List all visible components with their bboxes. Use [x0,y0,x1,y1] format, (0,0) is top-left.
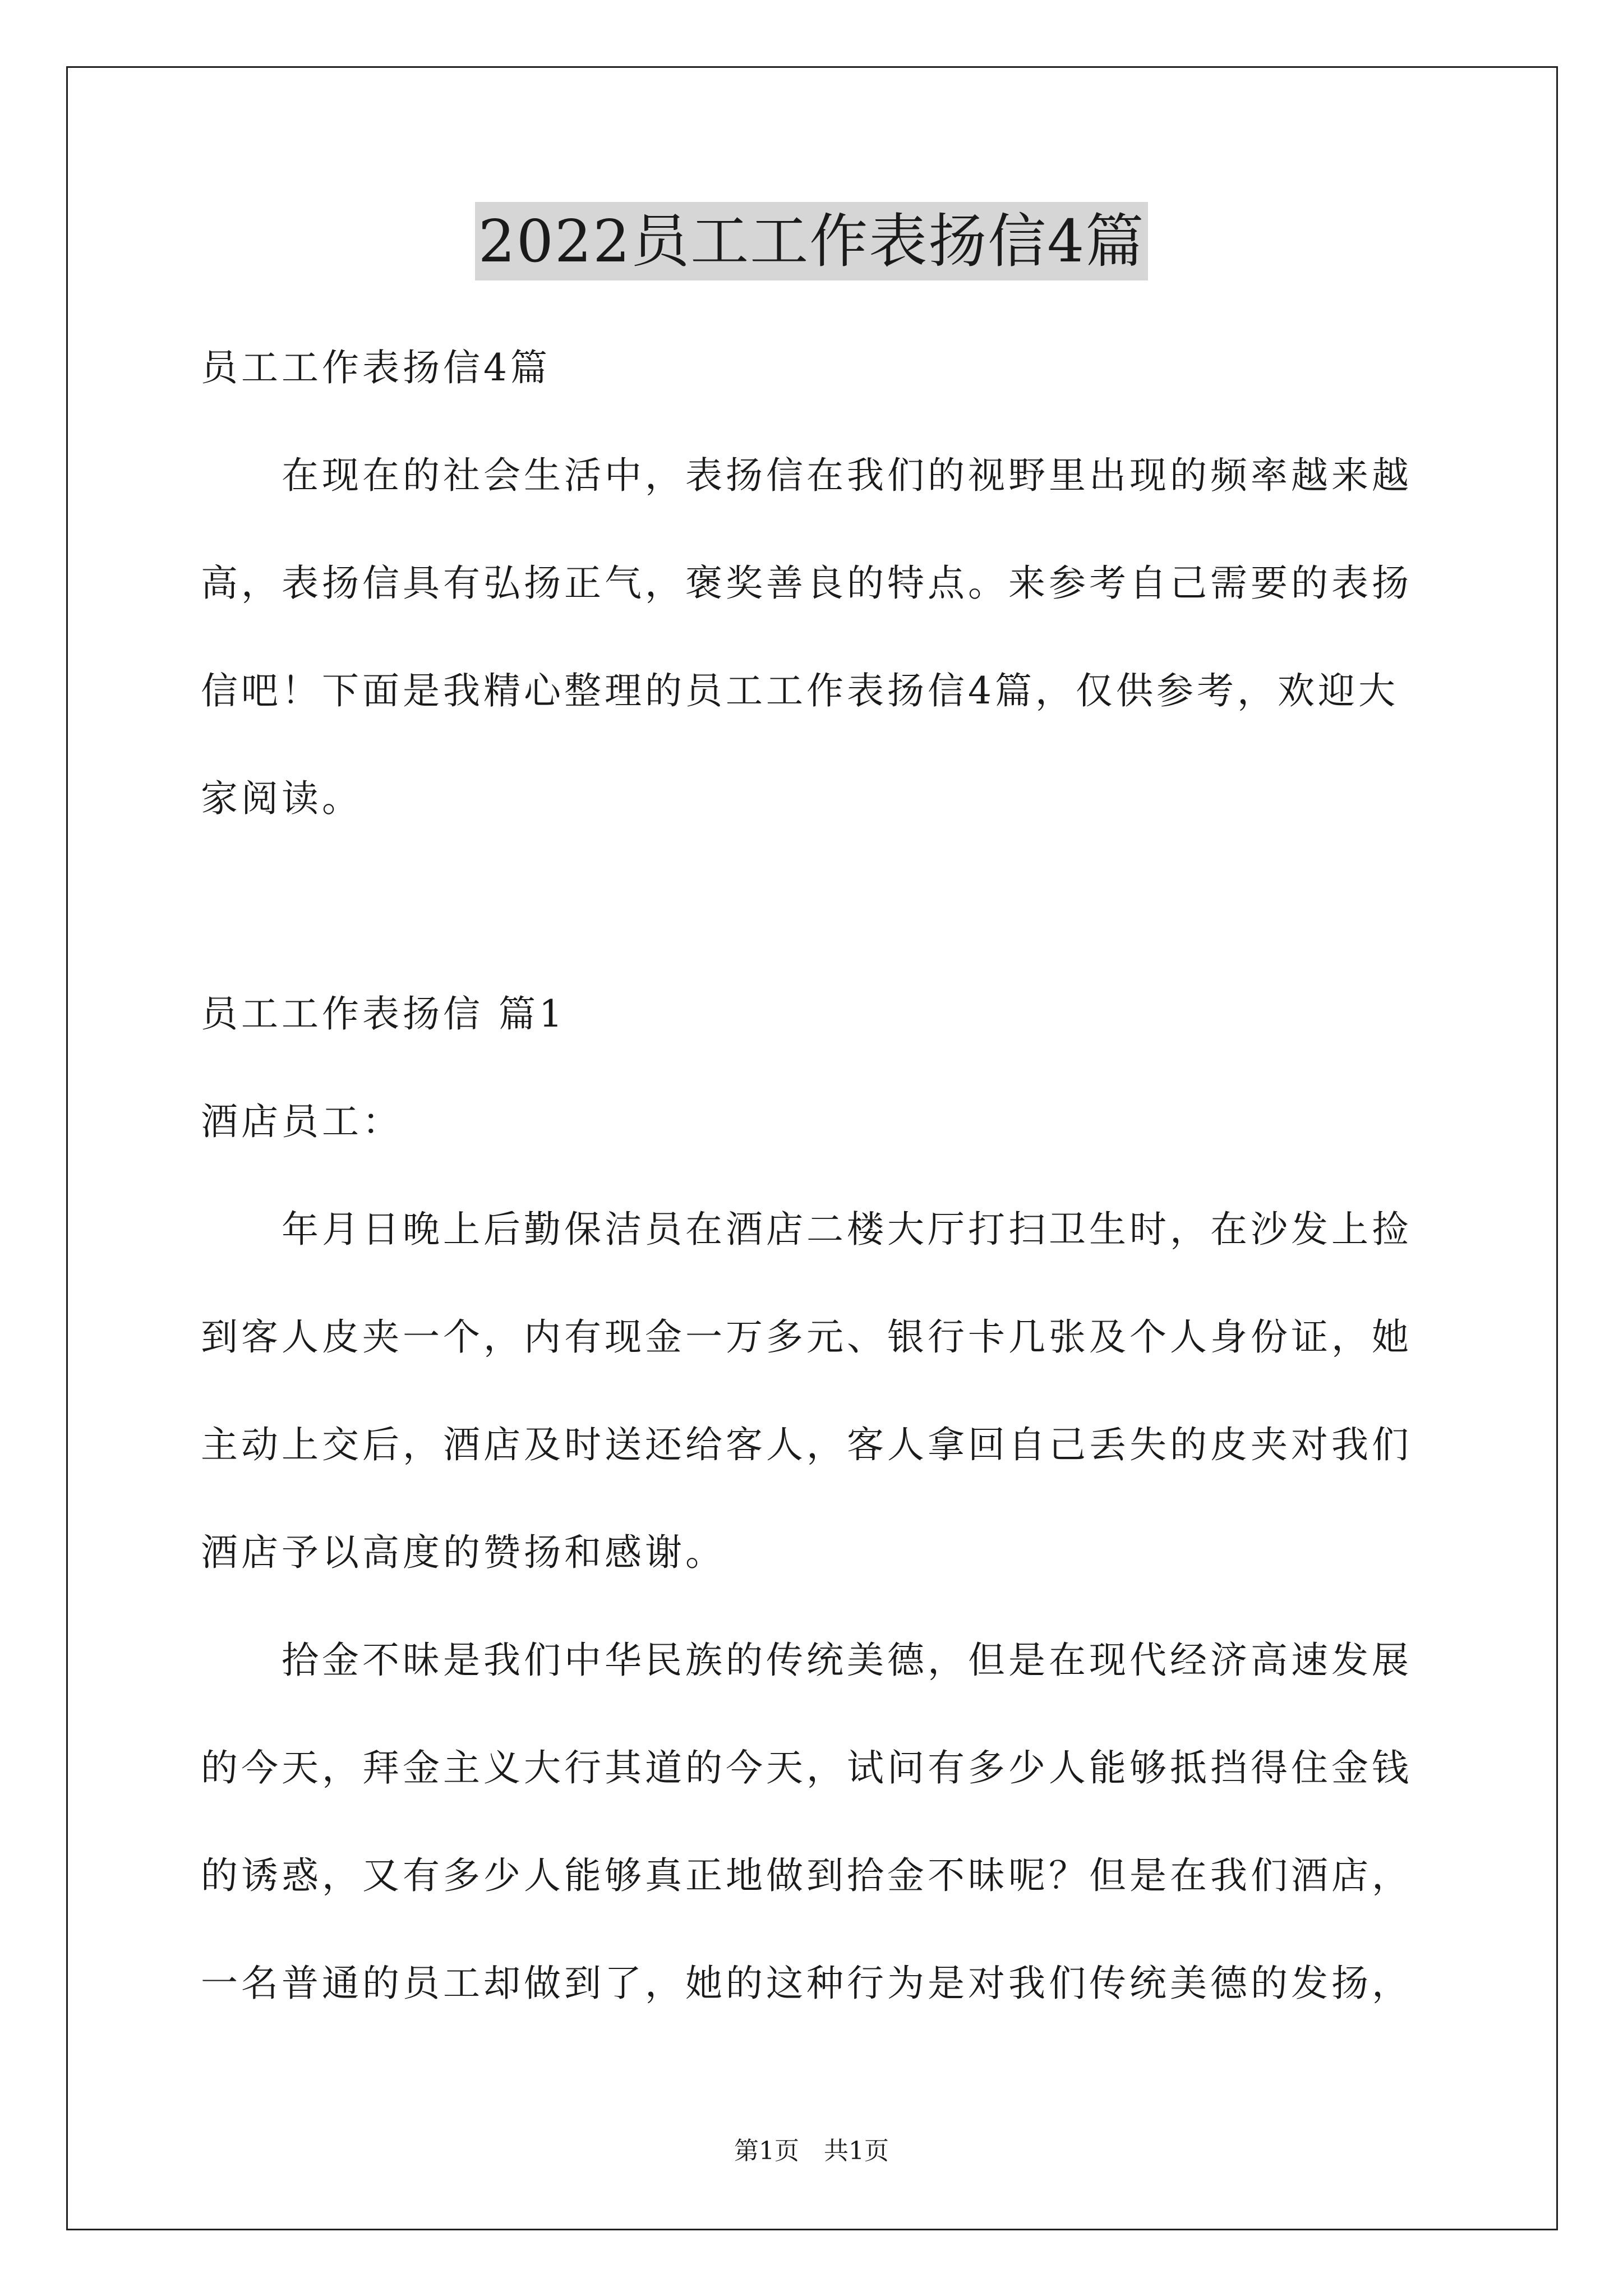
salutation: 酒店员工： [201,1100,403,1143]
page-footer: 第1页 共1页 [734,2137,889,2165]
paragraph-gap [201,853,1426,960]
body-line: 年月日晚上后勤保洁员在酒店二楼大厅打扫卫生时，在沙发上捡 [282,1208,1412,1251]
intro-line: 在现在的社会生活中，表扬信在我们的视野里出现的频率越来越 [282,454,1412,497]
document-title: 2022员工工作表扬信4篇 [475,202,1149,280]
document-body [201,314,1426,2037]
body-line: 的诱惑，又有多少人能够真正地做到拾金不昧呢？但是在我们酒店， [201,1854,1412,1897]
title-container [0,202,1623,280]
body-line: 的今天，拜金主义大行其道的今天，试问有多少人能够抵挡得住金钱 [201,1746,1412,1789]
subtitle: 员工工作表扬信4篇 [201,346,551,389]
body-line: 酒店予以高度的赞扬和感谢。 [201,1531,726,1574]
intro-line: 家阅读。 [201,777,362,820]
body-line: 到客人皮夹一个，内有现金一万多元、银行卡几张及个人身份证，她 [201,1315,1412,1359]
section-heading: 员工工作表扬信 篇1 [201,992,566,1036]
intro-line: 信吧！下面是我精心整理的员工工作表扬信4篇，仅供参考，欢迎大 [201,669,1399,712]
body-line: 一名普通的员工却做到了，她的这种行为是对我们传统美德的发扬， [201,1962,1412,2005]
body-line: 拾金不昧是我们中华民族的传统美德，但是在现代经济高速发展 [282,1639,1412,1682]
intro-line: 高，表扬信具有弘扬正气，褒奖善良的特点。来参考自己需要的表扬 [201,562,1412,605]
body-line: 主动上交后，酒店及时送还给客人，客人拿回自己丢失的皮夹对我们 [201,1423,1412,1466]
